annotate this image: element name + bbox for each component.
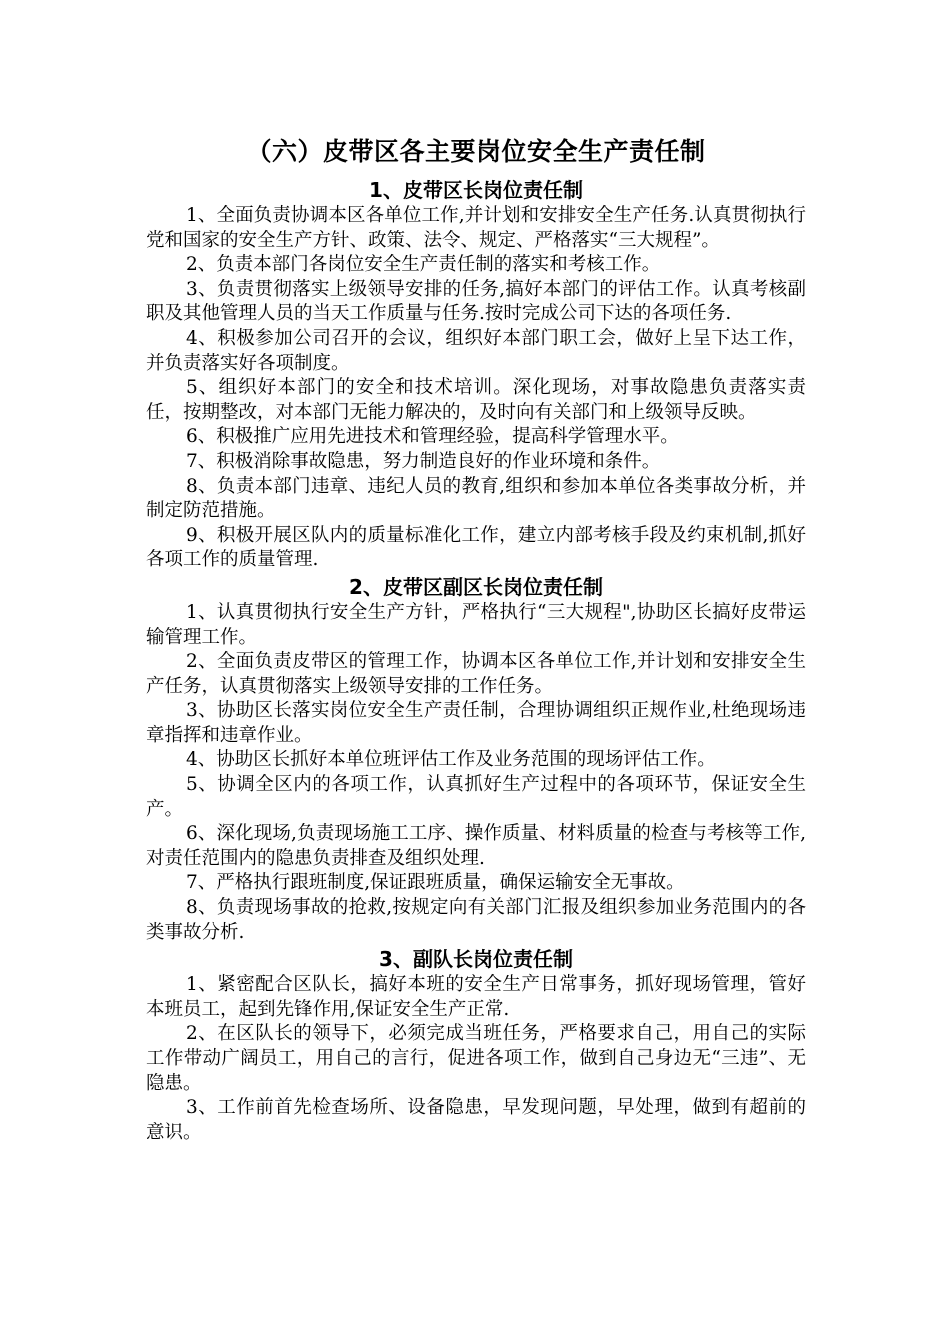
section-heading: 1、皮带区长岗位责任制: [369, 178, 583, 202]
paragraph: 1、全面负责协调本区各单位工作,并计划和安排安全生产任务.认真贯彻执行党和国家的安全生产方针、政策、法令、规定、严格落实“三大规程”。: [146, 205, 806, 251]
paragraph: 9、积极开展区队内的质量标准化工作，建立内部考核手段及约束机制,抓好各项工作的质量管理.: [146, 524, 806, 571]
paragraph: 6、积极推广应用先进技术和管理经验，提高科学管理水平。: [186, 426, 679, 448]
paragraph: 2、负责本部门各岗位安全生产责任制的落实和考核工作。: [186, 254, 661, 276]
paragraph: 6、深化现场,负责现场施工工序、操作质量、材料质量的检查与考核等工作,对责任范围内的隐患负责排查及组织处理.: [146, 823, 806, 869]
paragraph: 4、积极参加公司召开的会议，组织好本部门职工会，做好上呈下达工作，并负责落实好各项制度。: [146, 327, 806, 374]
paragraph: 7、积极消除事故隐患，努力制造良好的作业环境和条件。: [186, 450, 661, 472]
document-title: （六）皮带区各主要岗位安全生产责任制: [246, 137, 706, 166]
section-heading: 3、副队长岗位责任制: [379, 947, 573, 972]
paragraph: 1、认真贯彻执行安全生产方针，严格执行“三大规程",协助区长搞好皮带运输管理工作。: [146, 601, 806, 648]
section-heading: 2、皮带区副区长岗位责任制: [349, 574, 603, 599]
paragraph: 5、组织好本部门的安全和技术培训。深化现场，对事故隐患负责落实责任，按期整改，对本部门无能力解决的，及时向有关部门和上级领导反映。: [146, 377, 806, 423]
paragraph: 3、负责贯彻落实上级领导安排的任务,搞好本部门的评估工作。认真考核副职及其他管理人员的当天工作质量与任务.按时完成公司下达的各项任务.: [146, 278, 806, 325]
section-district-chief: [146, 176, 806, 573]
paragraph: 3、协助区长落实岗位安全生产责任制，合理协调组织正规作业,杜绝现场违章指挥和违章作业。: [146, 700, 806, 746]
paragraph: 3、工作前首先检查场所、设备隐患，早发现问题，早处理，做到有超前的意识。: [146, 1097, 806, 1143]
paragraph: 2、全面负责皮带区的管理工作，协调本区各单位工作,并计划和安排安全生产任务，认真贯彻落实上级领导安排的工作任务。: [146, 651, 806, 697]
paragraph: 8、负责现场事故的抢救,按规定向有关部门汇报及组织参加业务范围内的各类事故分析.: [146, 897, 806, 943]
paragraph: 7、严格执行跟班制度,保证跟班质量，确保运输安全无事故。: [186, 872, 685, 894]
document-page: [146, 128, 806, 1145]
paragraph: 1、紧密配合区队长，搞好本班的安全生产日常事务，抓好现场管理，管好本班员工，起到先锋作用,保证安全生产正常.: [146, 974, 806, 1020]
paragraph: 4、协助区长抓好本单位班评估工作及业务范围的现场评估工作。: [186, 749, 716, 771]
paragraph: 8、负责本部门违章、违纪人员的教育,组织和参加本单位各类事故分析，并制定防范措施。: [146, 475, 806, 522]
paragraph: 2、在区队长的领导下，必须完成当班任务，严格要求自己，用自己的实际工作带动广阔员工，用自己的言行，促进各项工作，做到自己身边无“三违”、无隐患。: [146, 1023, 806, 1094]
paragraph: 5、协调全区内的各项工作，认真抓好生产过程中的各项环节，保证安全生产。: [146, 774, 806, 820]
section-deputy-district-chief: [146, 573, 806, 945]
section-deputy-team-leader: [146, 945, 806, 1145]
